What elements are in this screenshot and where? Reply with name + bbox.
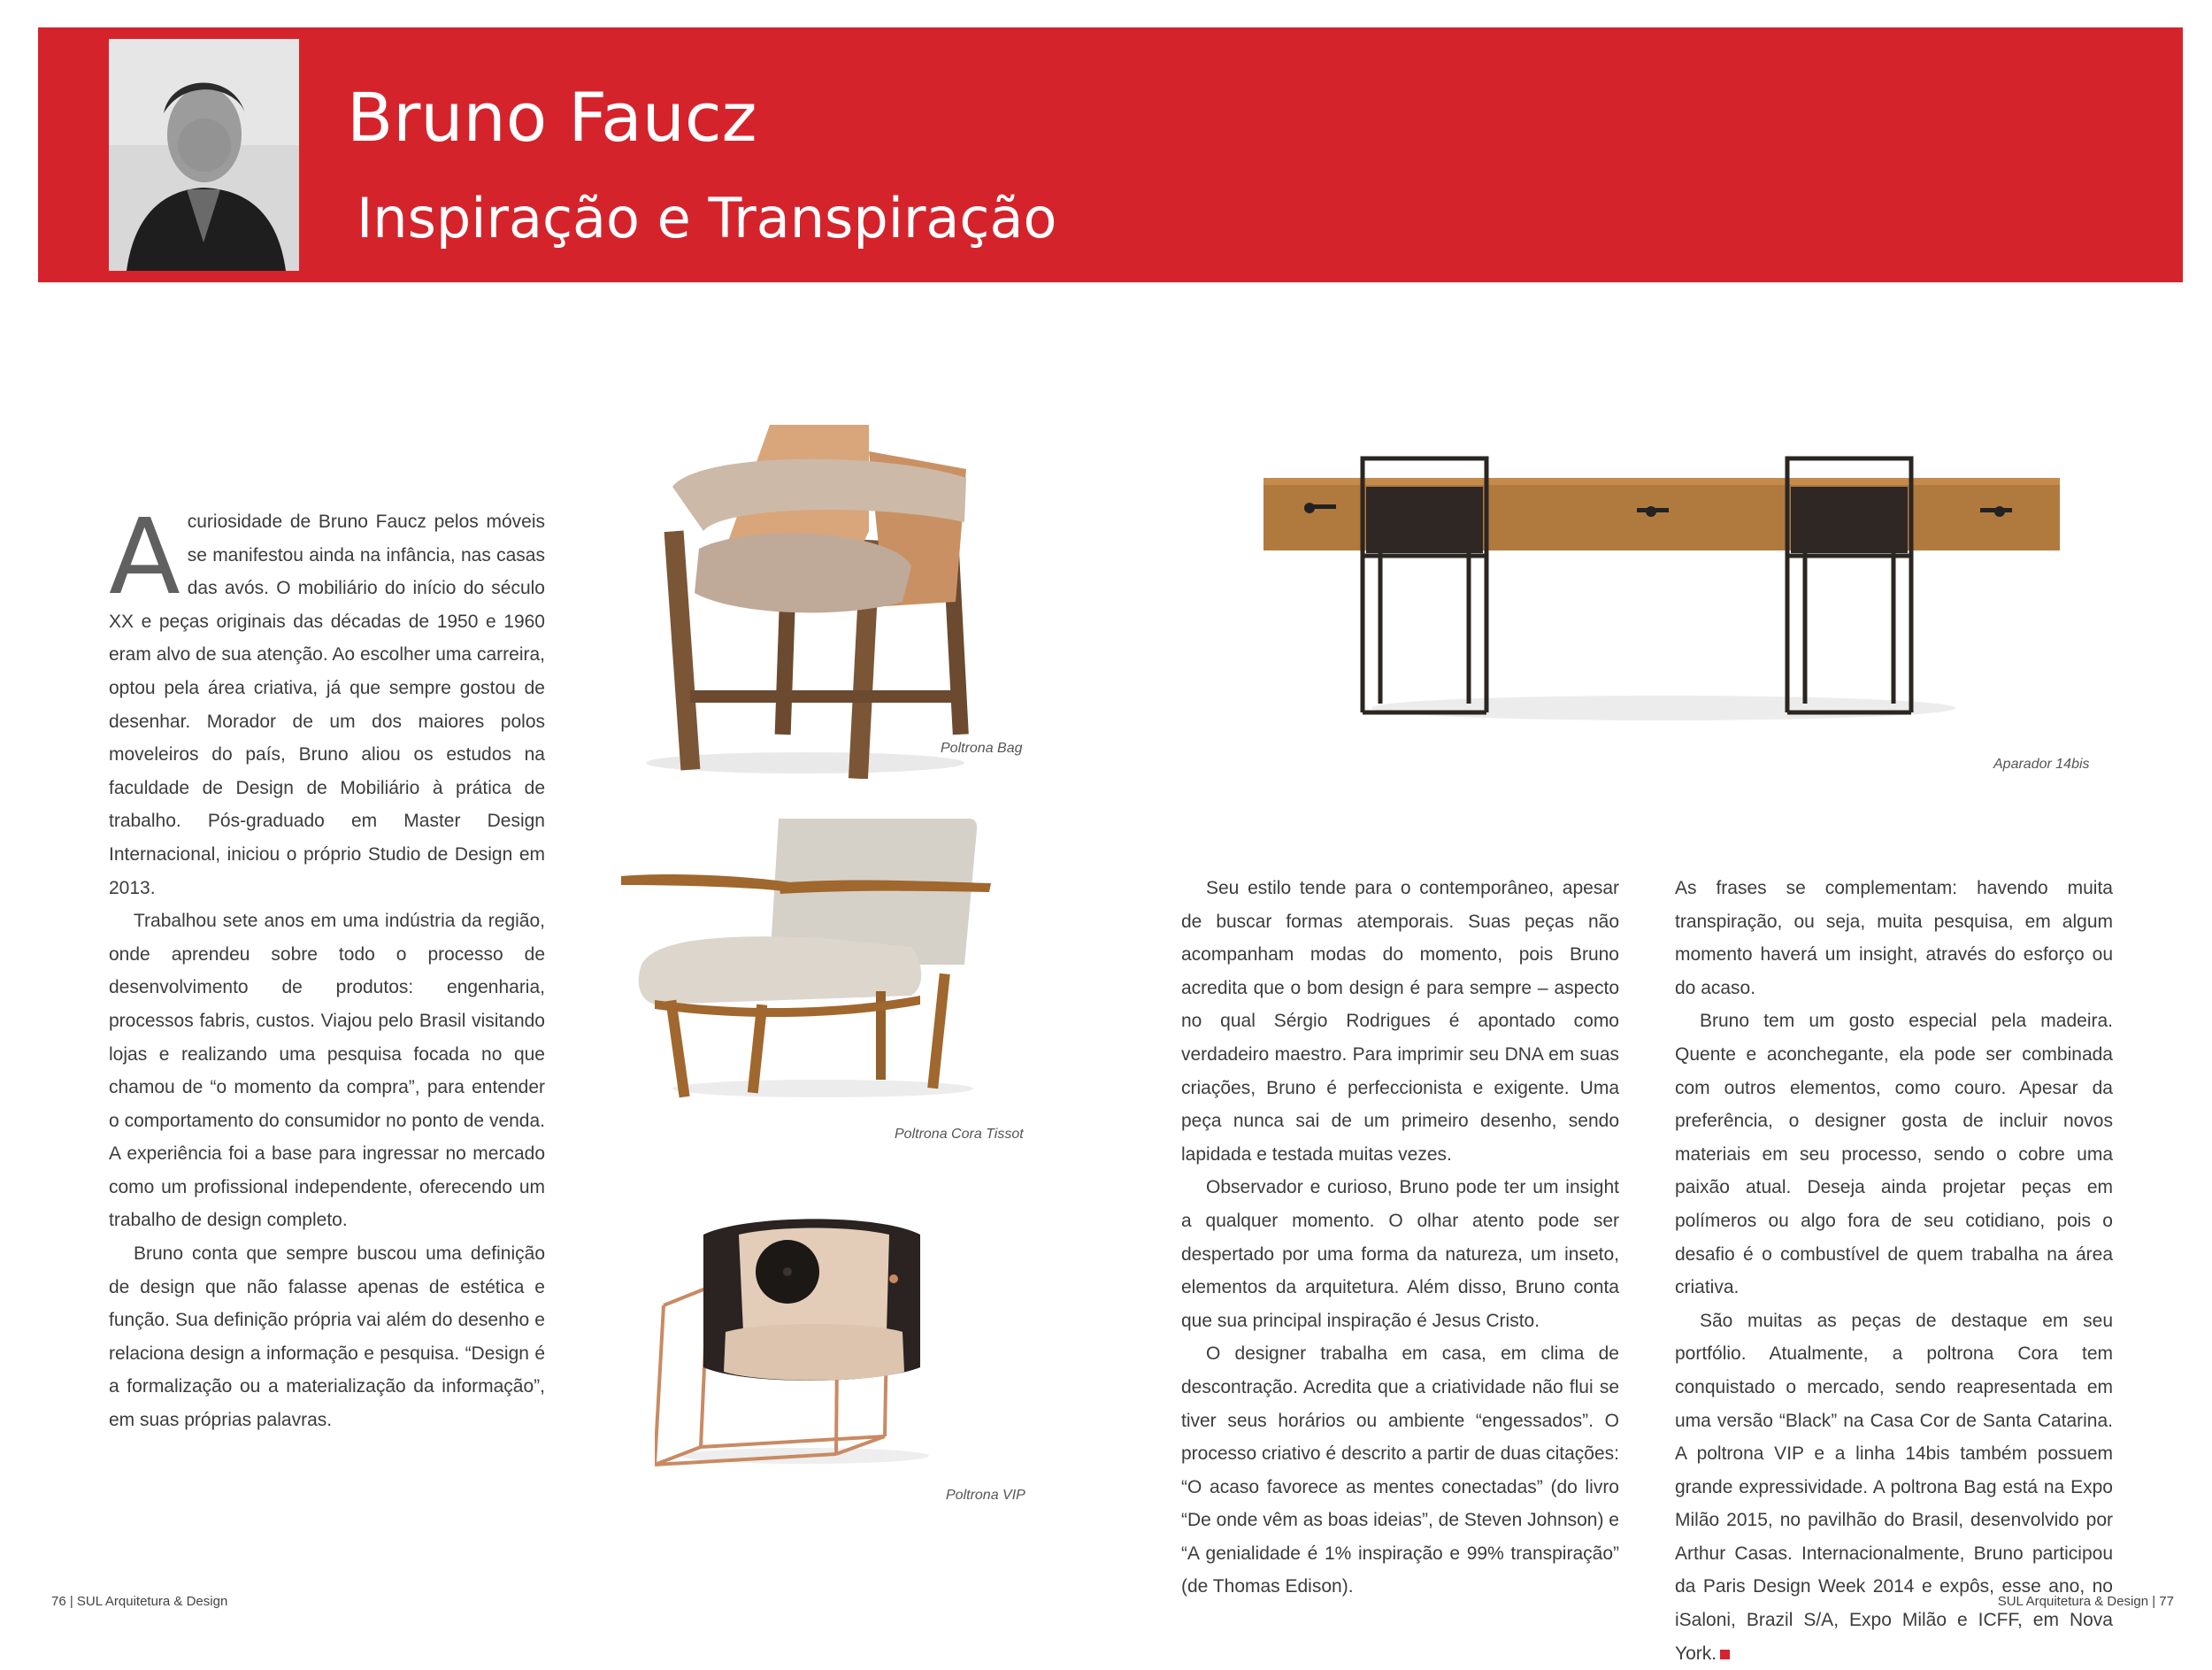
poltrona-cora-image [619, 814, 991, 1106]
paragraph: São muitas as peças de destaque em seu portfólio. Atualmente, a poltrona Cora tem conquistado o mercado, sendo reapresentada em uma versão “Black” na Casa Cor de Santa Catarina. A poltrona VIP e a linha 14bis também possuem grande expressividade. A poltrona Bag está na Expo Milão 2015, no pavilhão do Brasil, desenvolvido por Arthur Casas. Internacionalmente, Bruno participou da Paris Design Week 2014 e expôs, esse ano, no iSaloni, Brazil S/A, Expo Milão e ICFF, em Nova York. [1675, 1310, 2113, 1664]
caption-bag: Poltrona Bag [941, 741, 1023, 756]
drop-cap: A [109, 496, 180, 618]
article-column-2 [1181, 872, 1619, 1604]
paragraph: Seu estilo tende para o contemporâneo, apesar de buscar formas atemporais. Suas peças não acompanham modas do momento, pois Bruno acredita que o bom design é para sempre – aspecto no qual Sérgio Rodrigues é apontado como verdadeiro maestro. Para imprimir seu DNA em suas criações, Bruno é perfeccionista e exigente. Uma peça nunca sai de um primeiro desenho, sendo lapidada e testada muitas vezes. [1181, 878, 1619, 1165]
folio-left: 76 | SUL Arquitetura & Design [51, 1594, 228, 1609]
article-column-3 [1675, 872, 2113, 1670]
article-column-1 [109, 496, 545, 1437]
page-title: Bruno Faucz [347, 78, 757, 157]
paragraph: Trabalhou sete anos em uma indústria da região, onde aprendeu sobre todo o processo de desenvolvimento de produtos: engenharia, processos fabris, custos. Viajou pelo Brasil visitando lojas e realizando uma pesquisa focada no que chamou de “o momento da compra”, para entender o comportamento do consumidor no ponto de venda. A experiência foi a base para ingressar no mercado como um profissional independente, oferecendo um trabalho de design completo. [109, 911, 545, 1231]
end-mark-icon [1720, 1650, 1730, 1659]
paragraph: As frases se complementam: havendo muita transpiração, ou seja, muita pesquisa, em algum momento haverá um insight, através do esforço ou do acaso. [1675, 878, 2113, 998]
poltrona-vip-image [655, 1208, 938, 1474]
caption-aparador: Aparador 14bis [1993, 757, 2090, 772]
paragraph: Observador e curioso, Bruno pode ter um insight a qualquer momento. O olhar atento pode ser despertado por uma forma da natureza, um inseto, elementos da arquitetura. Além disso, Bruno conta que sua principal inspiração é Jesus Cristo. [1181, 1177, 1619, 1331]
paragraph: Acuriosidade de Bruno Faucz pelos móveis se manifestou ainda na infância, nas casas das avós. O mobiliário do início do século XX e peças originais das décadas de 1950 e 1960 eram alvo de sua atenção. Ao escolher uma carreira, optou pela área criativa, já que sempre gostou de desenhar. Morador de um dos maiores polos moveleiros do país, Bruno aliou os estudos na faculdade de Design de Mobiliário à prática de trabalho. Pós-graduado em Master Design Internacional, iniciou o próprio Studio de Design em 2013. [109, 496, 545, 898]
paragraph: Bruno tem um gosto especial pela madeira. Quente e aconchegante, ela pode ser combinada com outros elementos, como couro. Apesar da preferência, o designer gosta de incluir novos materiais em seu processo, sendo o cobre uma paixão atual. Deseja ainda projetar peças em polímeros ou algo fora de seu cotidiano, pois o desafio é o combustível de quem trabalha na área criativa. [1675, 1011, 2113, 1298]
poltrona-bag-image [619, 416, 991, 779]
paragraph: Bruno conta que sempre buscou uma definição de design que não falasse apenas de estética e função. Sua definição própria vai além do desenho e relaciona design a informação e pesquisa. “Design é a formalização ou a materialização da informação”, em suas próprias palavras. [109, 1243, 545, 1431]
designer-portrait [109, 39, 299, 271]
folio-right: SUL Arquitetura & Design | 77 [1997, 1594, 2174, 1609]
caption-cora: Poltrona Cora Tissot [895, 1127, 1024, 1142]
paragraph: O designer trabalha em casa, em clima de descontração. Acredita que a criatividade não flui se tiver seus horários ou ambiente “engessados”. O processo criativo é descrito a partir de duas citações: “O acaso favorece as mentes conectadas” (do livro “De onde vêm as boas ideias”, de Steven Johnson) e “A genialidade é 1% inspiração e 99% transpiração” (de Thomas Edison). [1181, 1343, 1619, 1597]
caption-vip: Poltrona VIP [946, 1488, 1025, 1503]
aparador-14bis-image [1256, 451, 2070, 735]
page-subtitle: Inspiração e Transpiração [357, 186, 1057, 250]
